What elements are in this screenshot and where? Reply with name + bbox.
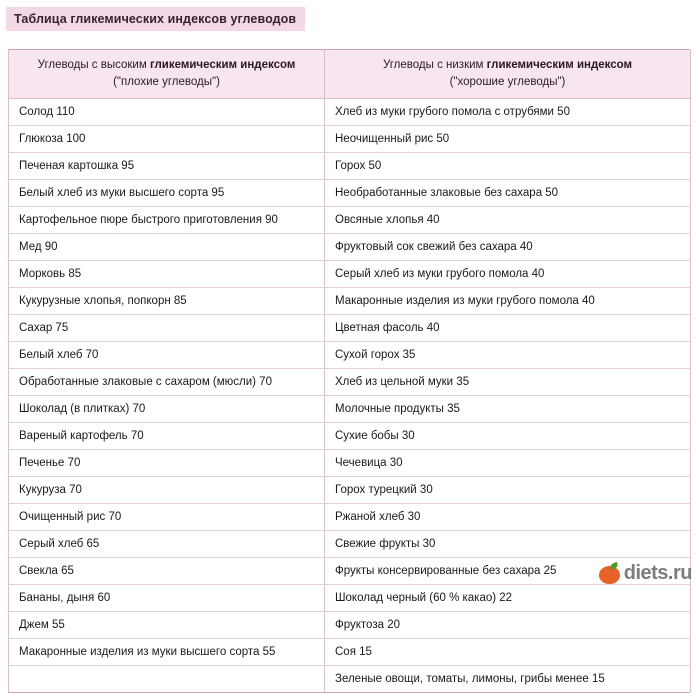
cell-low-gi: Овсяные хлопья 40 [325,207,691,234]
apple-icon [599,563,620,584]
cell-high-gi: Мед 90 [9,234,325,261]
table-row [9,153,691,180]
cell-low-gi: Хлеб из цельной муки 35 [325,369,691,396]
cell-low-gi: Необработанные злаковые без сахара 50 [325,180,691,207]
column-header-low-gi-line2: ("хорошие углеводы") [449,75,566,88]
table-row [9,261,691,288]
watermark-text: diets.ru [623,562,692,584]
cell-low-gi: Фруктоза 20 [325,612,691,639]
table-row [9,666,691,693]
cell-high-gi: Свекла 65 [9,558,325,585]
table-row [9,234,691,261]
table-row [9,612,691,639]
column-header-low-gi [325,50,691,99]
cell-high-gi: Белый хлеб 70 [9,342,325,369]
cell-low-gi: Горох турецкий 30 [325,477,691,504]
cell-high-gi: Солод 110 [9,99,325,126]
table-row [9,477,691,504]
cell-low-gi: Серый хлеб из муки грубого помола 40 [325,261,691,288]
table-body [9,99,691,693]
table-row [9,450,691,477]
cell-high-gi: Сахар 75 [9,315,325,342]
column-header-high-gi-line1-bold: гликемическим индексом [149,59,296,71]
column-header-low-gi-line1-pre: Углеводы с низким [382,59,487,71]
cell-low-gi: Фрукты консервированные без сахара 25 [325,558,691,585]
cell-high-gi: Макаронные изделия из муки высшего сорта 55 [9,639,325,666]
cell-low-gi: Цветная фасоль 40 [325,315,691,342]
table-row [9,369,691,396]
cell-high-gi: Очищенный рис 70 [9,504,325,531]
table-row [9,342,691,369]
cell-low-gi: Сухой горох 35 [325,342,691,369]
table-row [9,639,691,666]
column-header-high-gi [9,50,325,99]
table-row [9,558,691,585]
table-row [9,531,691,558]
cell-low-gi: Шоколад черный (60 % какао) 22 [325,585,691,612]
table-header-row [9,50,691,99]
column-header-low-gi-line1-bold: гликемическим индексом [486,59,633,71]
cell-low-gi: Хлеб из муки грубого помола с отрубями 50 [325,99,691,126]
table-row [9,396,691,423]
table-row [9,99,691,126]
cell-low-gi: Неочищенный рис 50 [325,126,691,153]
cell-high-gi: Кукуруза 70 [9,477,325,504]
table-row [9,504,691,531]
cell-high-gi: Джем 55 [9,612,325,639]
cell-high-gi [9,666,325,693]
table-row [9,288,691,315]
cell-low-gi: Соя 15 [325,639,691,666]
glycemic-index-table-wrapper [8,49,690,693]
cell-low-gi: Ржаной хлеб 30 [325,504,691,531]
cell-high-gi: Кукурузные хлопья, попкорн 85 [9,288,325,315]
cell-high-gi: Печенье 70 [9,450,325,477]
table-row [9,180,691,207]
cell-high-gi: Обработанные злаковые с сахаром (мюсли) 70 [9,369,325,396]
cell-high-gi: Морковь 85 [9,261,325,288]
table-row [9,315,691,342]
cell-low-gi: Чечевица 30 [325,450,691,477]
cell-low-gi: Молочные продукты 35 [325,396,691,423]
column-header-high-gi-line2: ("плохие углеводы") [113,75,220,88]
page-title: Таблица гликемических индексов углеводов [6,7,305,31]
cell-high-gi: Серый хлеб 65 [9,531,325,558]
glycemic-index-table [8,50,691,692]
table-row [9,126,691,153]
cell-high-gi: Вареный картофель 70 [9,423,325,450]
cell-high-gi: Белый хлеб из муки высшего сорта 95 [9,180,325,207]
cell-high-gi: Шоколад (в плитках) 70 [9,396,325,423]
cell-low-gi: Фруктовый сок свежий без сахара 40 [325,234,691,261]
table-head [9,50,691,99]
cell-high-gi: Картофельное пюре быстрого приготовления 90 [9,207,325,234]
cell-low-gi: Свежие фрукты 30 [325,531,691,558]
column-header-high-gi-line1-pre: Углеводы с высоким [37,59,150,71]
cell-high-gi: Глюкоза 100 [9,126,325,153]
table-row [9,423,691,450]
cell-low-gi: Зеленые овощи, томаты, лимоны, грибы менее 15 [325,666,691,693]
cell-low-gi: Сухие бобы 30 [325,423,691,450]
cell-high-gi: Печеная картошка 95 [9,153,325,180]
watermark [599,562,692,585]
cell-low-gi: Макаронные изделия из муки грубого помола 40 [325,288,691,315]
table-row [9,207,691,234]
cell-low-gi: Горох 50 [325,153,691,180]
cell-high-gi: Бананы, дыня 60 [9,585,325,612]
